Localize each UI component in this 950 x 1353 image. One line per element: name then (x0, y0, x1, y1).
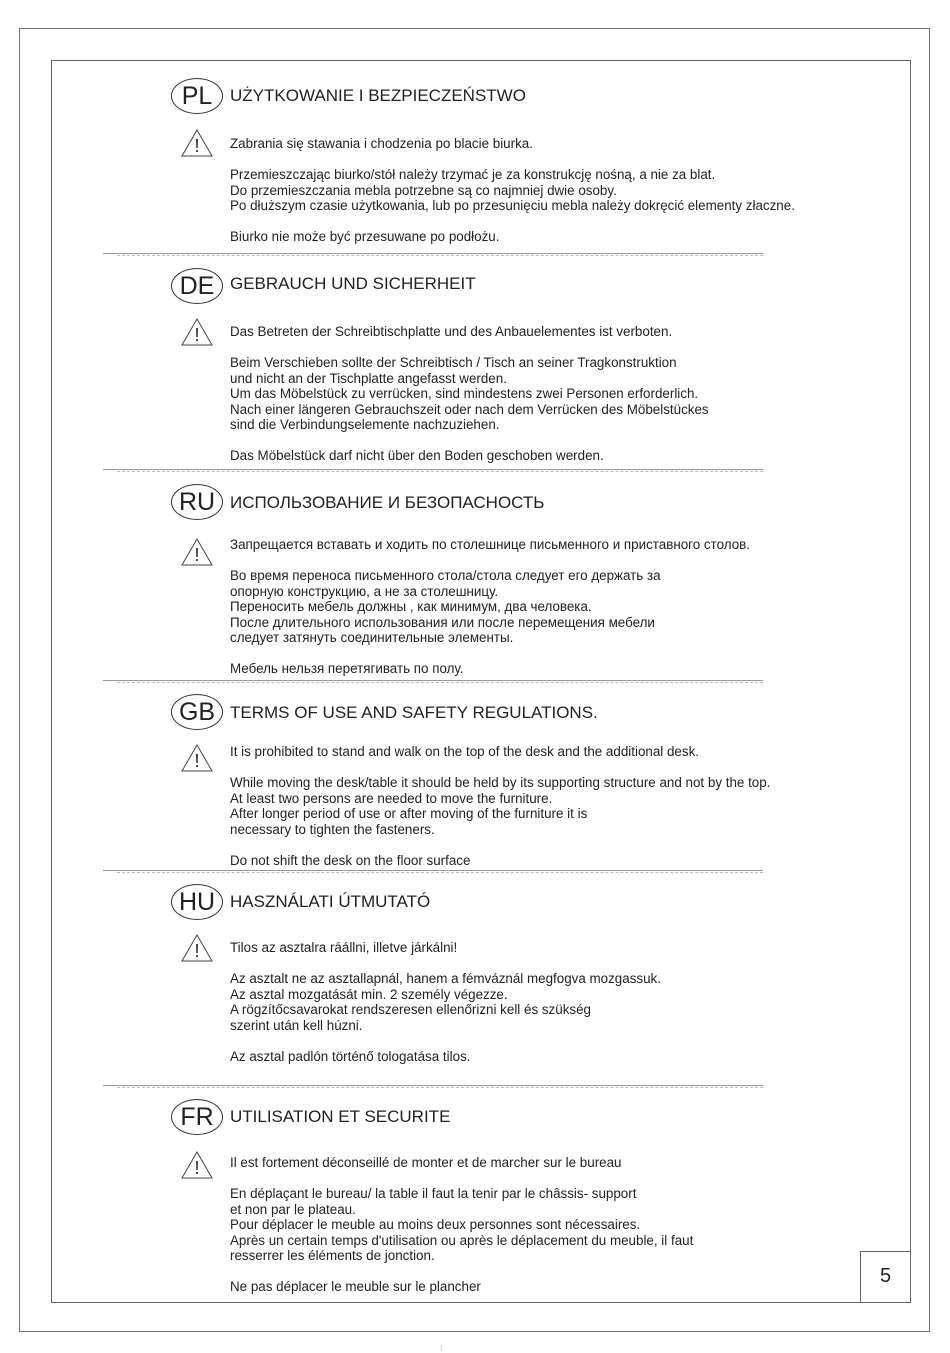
instruction-line: sind die Verbindungselemente nachzuziehen. (230, 417, 500, 432)
section-title-de: GEBRAUCH UND SICHERHEIT (230, 274, 476, 293)
print-mark: ⁝ (440, 1344, 443, 1353)
instruction-line: und nicht an der Tischplatte angefasst werden. (230, 370, 507, 386)
language-badge-fr: FR (171, 1099, 223, 1135)
svg-text:!: ! (194, 136, 200, 156)
section-divider (103, 469, 763, 475)
svg-text:!: ! (194, 941, 200, 961)
section-body-pl (230, 136, 795, 245)
instruction-line: Az asztal mozgatását min. 2 személy végezze. (230, 986, 508, 1002)
section-title-fr: UTILISATION ET SECURITE (230, 1107, 451, 1126)
instruction-line: После длительного использования или после перемещения мебели (230, 614, 655, 630)
instruction-line: Nach einer längeren Gebrauchszeit oder nach dem Verrücken des Möbelstückes (230, 401, 709, 417)
note-text: Az asztal padlón történő tologatása tilos. (230, 1048, 471, 1064)
instruction-line: At least two persons are needed to move the furniture. (230, 790, 553, 806)
instruction-line: necessary to tighten the fasteners. (230, 821, 435, 837)
language-badge-pl: PL (171, 78, 223, 114)
language-badge-ru: RU (171, 484, 223, 520)
warning-text: Il est fortement déconseillé de monter et de marcher sur le bureau (230, 1155, 622, 1170)
instruction-line: Pour déplacer le meuble au moins deux personnes sont nécessaires. (230, 1217, 641, 1232)
section-body-hu (230, 940, 661, 1064)
section-title-hu: HASZNÁLATI ÚTMUTATÓ (230, 892, 431, 911)
warning-text: Tilos az asztalra ráállni, illetve járkálni! (230, 940, 458, 955)
language-badge-de: DE (171, 268, 223, 304)
instruction-line: Przemieszczając biurko/stół należy trzymać je za konstrukcję nośną, a nie za blat. (230, 167, 716, 182)
warning-text: Запрещается вставать и ходить по столешнице письменного и приставного столов. (230, 537, 751, 552)
svg-text:!: ! (194, 545, 200, 565)
warning-triangle-icon (180, 933, 214, 963)
warning-triangle-icon (180, 128, 214, 158)
instruction-line: Après un certain temps d'utilisation ou après le déplacement du meuble, il faut (230, 1232, 694, 1248)
warning-triangle-icon (180, 317, 214, 347)
section-divider (103, 680, 763, 686)
note-text: Ne pas déplacer le meuble sur le plancher (230, 1279, 481, 1294)
instruction-line: En déplaçant le bureau/ la table il faut la tenir par le châssis- support (230, 1186, 637, 1201)
instruction-line: Az asztalt ne az asztallapnál, hanem a fémváznál megfogva mozgassuk. (230, 971, 661, 986)
instruction-line: следует затянуть соединительные элементы. (230, 630, 514, 645)
language-badge-hu: HU (171, 884, 223, 920)
note-text: Das Möbelstück darf nicht über den Boden geschoben werden. (230, 448, 604, 463)
section-body-fr (230, 1155, 693, 1295)
svg-text:!: ! (194, 1158, 200, 1178)
instruction-line: After longer period of use or after moving of the furniture it is (230, 806, 588, 821)
section-title-ru: ИСПОЛЬЗОВАНИЕ И БЕЗОПАСНОСТЬ (230, 493, 545, 512)
instruction-line: A rögzítőcsavarokat rendszeresen ellenőrizni kell és szükség (230, 1002, 591, 1017)
instruction-line: resserrer les éléments de jonction. (230, 1248, 435, 1263)
warning-text: Das Betreten der Schreibtischplatte und des Anbauelementes ist verboten. (230, 324, 673, 339)
warning-triangle-icon (180, 537, 214, 567)
instruction-line: Во время переноса письменного стола/стола следует его держать за (230, 568, 661, 583)
section-body-de (230, 324, 709, 464)
section-body-gb (230, 744, 770, 868)
note-text: Мебель нельзя перетягивать по полу. (230, 661, 464, 676)
instruction-line: szerint után kell húzni. (230, 1017, 363, 1033)
note-text: Do not shift the desk on the floor surface (230, 852, 471, 868)
instruction-line: Beim Verschieben sollte der Schreibtisch / Tisch an seiner Tragkonstruktion (230, 355, 677, 370)
instruction-line: опорную конструкцию, а не за столешницу. (230, 583, 499, 599)
section-divider (103, 870, 763, 876)
section-title-pl: UŻYTKOWANIE I BEZPIECZEŃSTWO (230, 86, 526, 105)
section-divider (103, 253, 763, 259)
warning-text: It is prohibited to stand and walk on the top of the desk and the additional desk. (230, 744, 699, 759)
svg-text:!: ! (194, 325, 200, 345)
instruction-line: Po dłuższym czasie użytkowania, lub po przesunięciu mebla należy dokręcić elementy złaczne. (230, 198, 795, 213)
instruction-line: et non par le plateau. (230, 1201, 356, 1217)
instruction-line: Um das Möbelstück zu verrücken, sind mindestens zwei Personen erforderlich. (230, 386, 699, 401)
warning-triangle-icon (180, 743, 214, 773)
section-body-ru (230, 537, 750, 677)
instruction-line: While moving the desk/table it should be held by its supporting structure and not by the top. (230, 775, 771, 790)
section-divider (103, 1085, 763, 1091)
language-badge-gb: GB (171, 694, 223, 730)
warning-triangle-icon (180, 1150, 214, 1180)
warning-text: Zabrania się stawania i chodzenia po blacie biurka. (230, 136, 533, 151)
section-title-gb: TERMS OF USE AND SAFETY REGULATIONS. (230, 703, 598, 722)
instruction-line: Do przemieszczania mebla potrzebne są co najmniej dwie osoby. (230, 182, 617, 198)
svg-text:!: ! (194, 751, 200, 771)
instruction-line: Переносить мебель должны , как минимум, два человека. (230, 599, 592, 614)
note-text: Biurko nie może być przesuwane po podłożu. (230, 229, 500, 244)
page-number: 5 (860, 1251, 911, 1303)
